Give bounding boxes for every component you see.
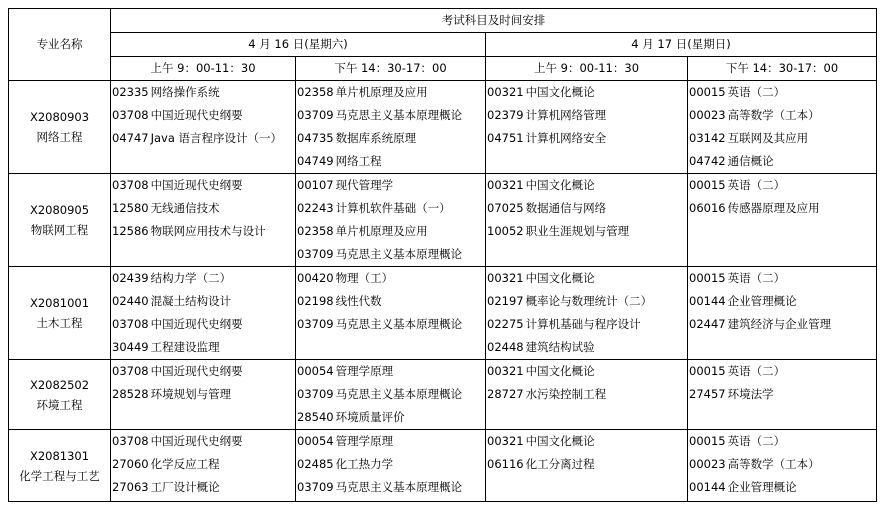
course-item bbox=[112, 290, 295, 313]
major-code: X2081001 bbox=[29, 296, 90, 310]
course-item bbox=[689, 290, 876, 313]
session-cell bbox=[486, 174, 688, 267]
session-cell bbox=[111, 430, 296, 502]
course-code: 07025 bbox=[487, 201, 524, 215]
course-name: 网络工程 bbox=[335, 154, 382, 168]
course-item bbox=[487, 430, 687, 453]
course-name: 化学反应工程 bbox=[150, 457, 220, 471]
course-item bbox=[689, 360, 876, 383]
course-item bbox=[112, 476, 295, 499]
course-name: 水污染控制工程 bbox=[525, 387, 607, 401]
course-item bbox=[689, 104, 876, 127]
course-item bbox=[112, 313, 295, 336]
course-name: 中国近现代史纲要 bbox=[150, 178, 243, 192]
course-name: 英语（二） bbox=[727, 271, 786, 285]
course-name: 马克思主义基本原理概论 bbox=[335, 108, 463, 122]
major-cell bbox=[9, 267, 111, 360]
course-item bbox=[112, 383, 295, 406]
course-code: 00015 bbox=[689, 434, 726, 448]
course-code: 03709 bbox=[297, 317, 334, 331]
course-item bbox=[487, 197, 687, 220]
course-name: 概率论与数理统计（二） bbox=[525, 294, 653, 308]
course-item bbox=[689, 383, 876, 406]
header-row-title bbox=[9, 9, 877, 33]
course-item bbox=[297, 81, 485, 104]
course-item bbox=[297, 174, 485, 197]
course-code: 00420 bbox=[297, 271, 334, 285]
course-code: 00321 bbox=[487, 85, 524, 99]
course-code: 04742 bbox=[689, 154, 726, 168]
course-name: 英语（二） bbox=[727, 434, 786, 448]
course-code: 06016 bbox=[689, 201, 726, 215]
course-code: 27060 bbox=[112, 457, 149, 471]
course-item bbox=[487, 104, 687, 127]
course-code: 03708 bbox=[112, 178, 149, 192]
session-cell bbox=[688, 267, 877, 360]
course-item bbox=[297, 383, 485, 406]
course-name: 无线通信技术 bbox=[150, 201, 220, 215]
major-name: 环境工程 bbox=[36, 397, 83, 412]
course-item bbox=[297, 127, 485, 150]
course-name: 英语（二） bbox=[727, 178, 786, 192]
course-item bbox=[487, 336, 687, 359]
course-code: 03709 bbox=[297, 480, 334, 494]
course-item bbox=[297, 150, 485, 173]
exam-schedule-document bbox=[8, 8, 877, 502]
course-name: 中国近现代史纲要 bbox=[150, 364, 243, 378]
course-name: 中国文化概论 bbox=[525, 271, 595, 285]
course-code: 03709 bbox=[297, 247, 334, 261]
course-code: 06116 bbox=[487, 457, 524, 471]
course-name: Java 语言程序设计（一） bbox=[150, 131, 283, 145]
course-item bbox=[297, 406, 485, 429]
session-header: 下午 14：30-17：00 bbox=[296, 57, 486, 81]
exam-subjects-header: 考试科目及时间安排 bbox=[111, 9, 877, 33]
major-name-header: 专业名称 bbox=[9, 9, 111, 81]
course-name: 混凝土结构设计 bbox=[150, 294, 232, 308]
major-row bbox=[9, 267, 877, 360]
course-item bbox=[112, 336, 295, 359]
course-code: 00321 bbox=[487, 178, 524, 192]
course-item bbox=[487, 383, 687, 406]
session-cell bbox=[296, 267, 486, 360]
course-name: 企业管理概论 bbox=[727, 480, 797, 494]
course-item bbox=[689, 81, 876, 104]
session-cell bbox=[296, 174, 486, 267]
course-item bbox=[112, 127, 295, 150]
course-code: 12586 bbox=[112, 224, 149, 238]
major-code: X2081301 bbox=[29, 448, 90, 463]
course-code: 02448 bbox=[487, 340, 524, 354]
session-header: 上午 9：00-11：30 bbox=[111, 57, 296, 81]
session-cell bbox=[688, 81, 877, 174]
course-item bbox=[689, 430, 876, 453]
major-code: X2082502 bbox=[29, 377, 90, 392]
course-code: 03708 bbox=[112, 364, 149, 378]
course-code: 02439 bbox=[112, 271, 149, 285]
course-code: 02358 bbox=[297, 224, 334, 238]
course-code: 04749 bbox=[297, 154, 334, 168]
course-name: 中国近现代史纲要 bbox=[150, 108, 243, 122]
course-code: 04751 bbox=[487, 131, 524, 145]
session-cell bbox=[296, 430, 486, 502]
session-cell bbox=[486, 430, 688, 502]
course-code: 04735 bbox=[297, 131, 334, 145]
course-item bbox=[689, 267, 876, 290]
course-code: 03708 bbox=[112, 317, 149, 331]
major-cell bbox=[9, 360, 111, 430]
course-code: 00107 bbox=[297, 178, 334, 192]
course-item bbox=[689, 174, 876, 197]
course-code: 00144 bbox=[689, 480, 726, 494]
course-name: 企业管理概论 bbox=[727, 294, 797, 308]
course-name: 网络操作系统 bbox=[150, 85, 220, 99]
course-item bbox=[487, 220, 687, 243]
course-item bbox=[297, 197, 485, 220]
course-name: 中国近现代史纲要 bbox=[150, 434, 243, 448]
course-name: 传感器原理及应用 bbox=[727, 201, 820, 215]
session-cell bbox=[486, 81, 688, 174]
course-code: 03708 bbox=[112, 108, 149, 122]
course-item bbox=[112, 104, 295, 127]
session-header: 上午 9：00-11：30 bbox=[486, 57, 688, 81]
course-item bbox=[297, 360, 485, 383]
course-code: 00321 bbox=[487, 271, 524, 285]
session-cell bbox=[688, 360, 877, 430]
course-name: 英语（二） bbox=[727, 364, 786, 378]
course-name: 数据库系统原理 bbox=[335, 131, 417, 145]
course-item bbox=[487, 81, 687, 104]
major-name: 物联网工程 bbox=[30, 223, 89, 237]
major-row bbox=[9, 430, 877, 502]
course-name: 中国文化概论 bbox=[525, 178, 595, 192]
course-code: 02243 bbox=[297, 201, 334, 215]
course-code: 02198 bbox=[297, 294, 334, 308]
course-name: 中国文化概论 bbox=[525, 434, 595, 448]
course-code: 00054 bbox=[297, 364, 334, 378]
session-cell bbox=[111, 360, 296, 430]
course-name: 马克思主义基本原理概论 bbox=[335, 387, 463, 401]
course-name: 建筑经济与企业管理 bbox=[727, 317, 832, 331]
course-code: 30449 bbox=[112, 340, 149, 354]
course-name: 马克思主义基本原理概论 bbox=[335, 480, 463, 494]
course-name: 中国近现代史纲要 bbox=[150, 317, 243, 331]
course-name: 环境规划与管理 bbox=[150, 387, 232, 401]
course-name: 通信概论 bbox=[727, 154, 774, 168]
session-cell bbox=[111, 174, 296, 267]
exam-schedule-table bbox=[8, 8, 877, 502]
course-code: 00015 bbox=[689, 85, 726, 99]
course-name: 中国文化概论 bbox=[525, 364, 595, 378]
header-row-days bbox=[9, 33, 877, 57]
course-item bbox=[689, 476, 876, 499]
major-row bbox=[9, 360, 877, 430]
course-code: 02335 bbox=[112, 85, 149, 99]
course-item bbox=[112, 267, 295, 290]
course-item bbox=[297, 243, 485, 266]
course-item bbox=[487, 360, 687, 383]
course-name: 管理学原理 bbox=[335, 434, 394, 448]
course-name: 数据通信与网络 bbox=[525, 201, 607, 215]
major-row bbox=[9, 81, 877, 174]
course-item bbox=[112, 174, 295, 197]
session-cell bbox=[111, 81, 296, 174]
course-name: 环境质量评价 bbox=[335, 410, 405, 424]
course-item bbox=[112, 453, 295, 476]
course-code: 00054 bbox=[297, 434, 334, 448]
major-name: 土木工程 bbox=[36, 316, 83, 330]
session-header: 下午 14：30-17：00 bbox=[688, 57, 877, 81]
course-name: 环境法学 bbox=[727, 387, 774, 401]
course-code: 02197 bbox=[487, 294, 524, 308]
course-name: 计算机网络管理 bbox=[525, 108, 607, 122]
course-name: 线性代数 bbox=[335, 294, 382, 308]
course-item bbox=[112, 430, 295, 453]
session-cell bbox=[296, 360, 486, 430]
course-item bbox=[487, 453, 687, 476]
course-name: 现代管理学 bbox=[335, 178, 394, 192]
course-code: 00321 bbox=[487, 364, 524, 378]
course-item bbox=[689, 127, 876, 150]
course-code: 02485 bbox=[297, 457, 334, 471]
major-row bbox=[9, 174, 877, 267]
course-code: 00015 bbox=[689, 364, 726, 378]
course-code: 00144 bbox=[689, 294, 726, 308]
course-item bbox=[297, 267, 485, 290]
course-name: 物理（工） bbox=[335, 271, 394, 285]
course-item bbox=[689, 313, 876, 336]
major-name: 网络工程 bbox=[36, 130, 83, 144]
course-name: 化工分离过程 bbox=[525, 457, 595, 471]
course-code: 02440 bbox=[112, 294, 149, 308]
course-name: 马克思主义基本原理概论 bbox=[335, 247, 463, 261]
course-code: 04747 bbox=[112, 131, 149, 145]
course-code: 28540 bbox=[297, 410, 334, 424]
course-code: 10052 bbox=[487, 224, 524, 238]
major-name: 化学工程与工艺 bbox=[19, 468, 100, 483]
session-cell bbox=[688, 430, 877, 502]
course-item bbox=[487, 267, 687, 290]
session-cell bbox=[486, 267, 688, 360]
course-code: 03709 bbox=[297, 387, 334, 401]
course-item bbox=[297, 220, 485, 243]
course-item bbox=[689, 150, 876, 173]
session-cell bbox=[296, 81, 486, 174]
course-code: 03708 bbox=[112, 434, 149, 448]
course-code: 28528 bbox=[112, 387, 149, 401]
course-name: 建筑结构试验 bbox=[525, 340, 595, 354]
course-name: 计算机基础与程序设计 bbox=[525, 317, 641, 331]
major-code: X2080903 bbox=[29, 110, 90, 124]
major-cell bbox=[9, 430, 111, 502]
course-code: 03142 bbox=[689, 131, 726, 145]
major-cell bbox=[9, 174, 111, 267]
course-code: 00023 bbox=[689, 108, 726, 122]
course-name: 职业生涯规划与管理 bbox=[525, 224, 630, 238]
course-code: 00023 bbox=[689, 457, 726, 471]
course-name: 工程建设监理 bbox=[150, 340, 220, 354]
course-item bbox=[297, 313, 485, 336]
course-name: 高等数学（工本） bbox=[727, 108, 820, 122]
course-item bbox=[689, 197, 876, 220]
course-item bbox=[112, 220, 295, 243]
course-item bbox=[487, 174, 687, 197]
session-cell bbox=[688, 174, 877, 267]
course-code: 00015 bbox=[689, 271, 726, 285]
major-cell bbox=[9, 81, 111, 174]
course-name: 工厂设计概论 bbox=[150, 480, 220, 494]
course-code: 00321 bbox=[487, 434, 524, 448]
course-item bbox=[297, 453, 485, 476]
course-code: 02275 bbox=[487, 317, 524, 331]
course-code: 03709 bbox=[297, 108, 334, 122]
course-name: 计算机网络安全 bbox=[525, 131, 607, 145]
course-item bbox=[487, 127, 687, 150]
course-name: 高等数学（工本） bbox=[727, 457, 820, 471]
course-item bbox=[297, 290, 485, 313]
course-name: 结构力学（二） bbox=[150, 271, 232, 285]
course-name: 马克思主义基本原理概论 bbox=[335, 317, 463, 331]
session-cell bbox=[111, 267, 296, 360]
course-code: 27457 bbox=[689, 387, 726, 401]
course-code: 00015 bbox=[689, 178, 726, 192]
course-name: 互联网及其应用 bbox=[727, 131, 809, 145]
course-name: 中国文化概论 bbox=[525, 85, 595, 99]
header-row-sessions bbox=[9, 57, 877, 81]
course-name: 英语（二） bbox=[727, 85, 786, 99]
course-item bbox=[297, 476, 485, 499]
course-name: 管理学原理 bbox=[335, 364, 394, 378]
course-item bbox=[112, 360, 295, 383]
course-name: 化工热力学 bbox=[335, 457, 394, 471]
course-name: 单片机原理及应用 bbox=[335, 85, 428, 99]
course-item bbox=[689, 453, 876, 476]
course-item bbox=[297, 430, 485, 453]
session-cell bbox=[486, 360, 688, 430]
day-header-0: 4 月 16 日(星期六) bbox=[111, 33, 486, 57]
course-item bbox=[112, 81, 295, 104]
course-code: 27063 bbox=[112, 480, 149, 494]
course-item bbox=[487, 313, 687, 336]
course-name: 单片机原理及应用 bbox=[335, 224, 428, 238]
course-code: 02358 bbox=[297, 85, 334, 99]
course-code: 02379 bbox=[487, 108, 524, 122]
major-code: X2080905 bbox=[29, 203, 90, 217]
course-code: 12580 bbox=[112, 201, 149, 215]
course-name: 计算机软件基础（一） bbox=[335, 201, 451, 215]
course-code: 02447 bbox=[689, 317, 726, 331]
course-item bbox=[487, 290, 687, 313]
course-item bbox=[297, 104, 485, 127]
course-name: 物联网应用技术与设计 bbox=[150, 224, 266, 238]
course-item bbox=[112, 197, 295, 220]
course-code: 28727 bbox=[487, 387, 524, 401]
day-header-1: 4 月 17 日(星期日) bbox=[486, 33, 877, 57]
